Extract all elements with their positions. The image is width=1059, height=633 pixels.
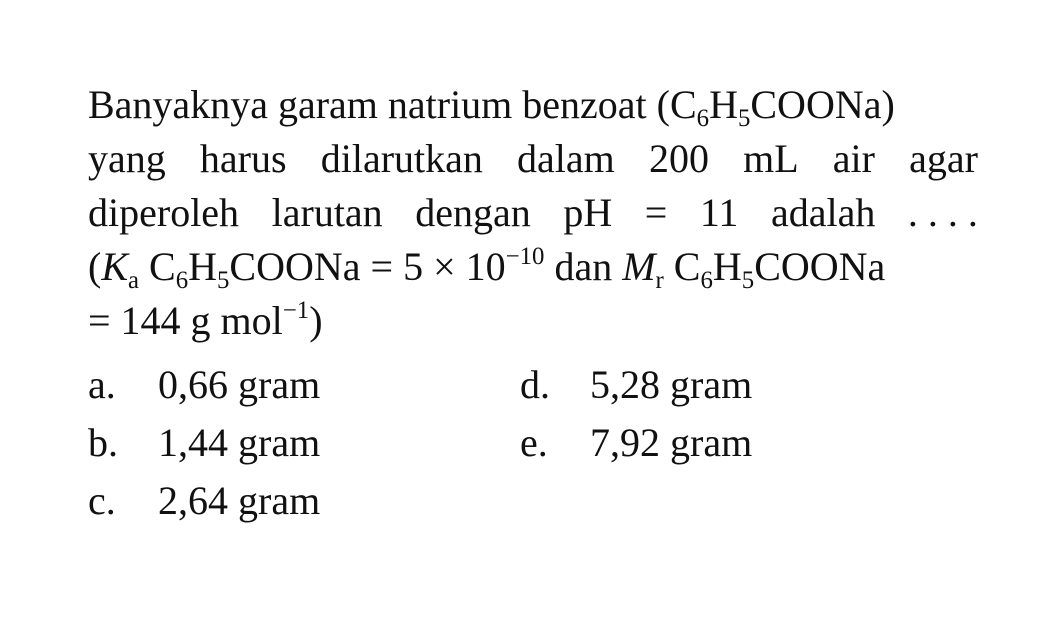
option-letter: c. [88, 478, 116, 523]
word: yang [88, 136, 166, 181]
text: COONa) [750, 82, 895, 127]
subscript: r [655, 266, 664, 294]
option-d[interactable] [520, 358, 752, 412]
option-b[interactable] [88, 416, 320, 470]
option-value: 1,44 gram [158, 420, 321, 465]
word: harus [199, 136, 287, 181]
word: pH [563, 190, 613, 235]
word: = [644, 190, 668, 235]
text: COONa [754, 244, 886, 289]
superscript: −10 [505, 242, 545, 270]
subscript: 5 [741, 266, 755, 294]
option-c[interactable] [88, 474, 320, 528]
word: dalam [517, 136, 615, 181]
word: . . . . [907, 190, 978, 235]
option-a[interactable] [88, 358, 320, 412]
text: C [663, 244, 701, 289]
text: H [188, 244, 218, 289]
text: H [712, 244, 742, 289]
option-letter: e. [520, 420, 548, 465]
option-value: 2,64 gram [158, 478, 321, 523]
text: ) [309, 298, 323, 343]
text: dan [544, 244, 623, 289]
word: mL [743, 136, 799, 181]
question-line-5 [88, 294, 978, 348]
text: Banyaknya garam natrium benzoat (C [88, 82, 697, 127]
option-value: 5,28 gram [590, 362, 753, 407]
subscript: 5 [217, 266, 230, 294]
question-line-2 [88, 132, 978, 186]
word: air [832, 136, 875, 181]
question-line-4 [88, 240, 978, 294]
ka-symbol: K [101, 244, 129, 289]
word: larutan [271, 190, 383, 235]
option-letter: b. [88, 420, 118, 465]
subscript: 5 [737, 104, 751, 132]
subscript: 6 [175, 266, 189, 294]
mr-symbol: M [622, 244, 656, 289]
word: adalah [770, 190, 876, 235]
word: 200 [648, 136, 709, 181]
question-line-1 [88, 78, 978, 132]
text: H [709, 82, 738, 127]
word: dengan [415, 190, 531, 235]
subscript: 6 [700, 266, 713, 294]
text: COONa = 5 × 10 [229, 244, 506, 289]
subscript: a [128, 266, 140, 294]
word: dilarutkan [320, 136, 483, 181]
superscript: −1 [282, 296, 310, 324]
option-e[interactable] [520, 416, 752, 470]
text: = 144 g mol [88, 298, 283, 343]
word: agar [909, 136, 978, 181]
option-letter: d. [520, 362, 550, 407]
question-text [88, 78, 978, 348]
subscript: 6 [696, 104, 710, 132]
question-line-3 [88, 186, 978, 240]
text: C [139, 244, 176, 289]
text: ( [88, 244, 102, 289]
word: 11 [699, 190, 739, 235]
option-value: 7,92 gram [590, 420, 753, 465]
option-letter: a. [88, 362, 116, 407]
word: diperoleh [88, 190, 240, 235]
option-value: 0,66 gram [158, 362, 321, 407]
